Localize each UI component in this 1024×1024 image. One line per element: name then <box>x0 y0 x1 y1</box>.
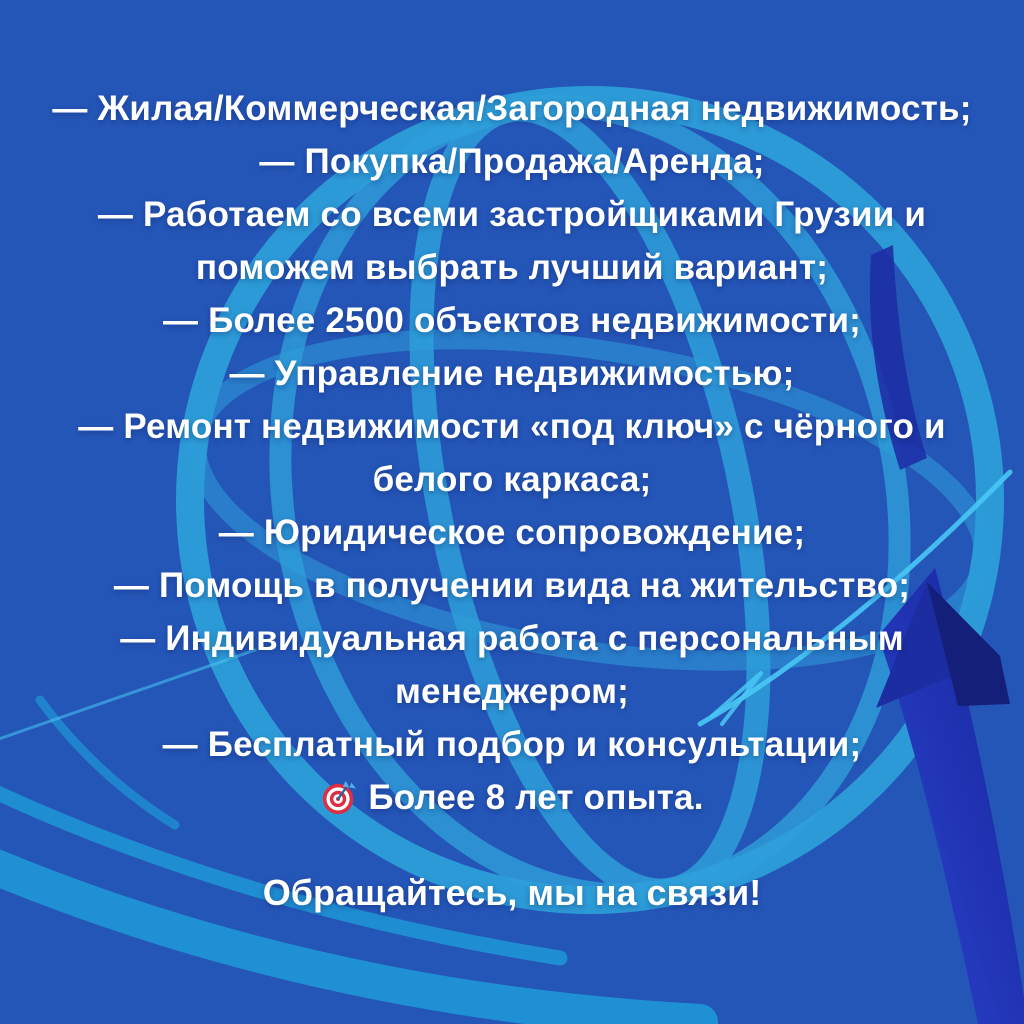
experience-line <box>0 771 1024 824</box>
service-line: — Помощь в получении вида на жительство; <box>113 566 911 605</box>
service-line: — Покупка/Продажа/Аренда; <box>259 142 765 181</box>
service-line: — Бесплатный подбор и консультации; <box>162 725 862 764</box>
footer-cta: Обращайтесь, мы на связи! <box>262 872 762 913</box>
service-line-wrap: поможем выбрать лучший вариант; <box>195 248 829 287</box>
service-line: — Работаем со всеми застройщиками Грузии и <box>97 195 927 234</box>
service-line: — Управление недвижимостью; <box>229 354 795 393</box>
service-line-wrap: менеджером; <box>394 672 630 711</box>
service-line: — Юридическое сопровождение; <box>218 513 806 552</box>
service-line-wrap: белого каркаса; <box>372 460 652 499</box>
target-dart-icon <box>320 779 358 817</box>
experience-text: Более 8 лет опыта. <box>368 778 704 817</box>
services-list <box>0 82 1024 914</box>
service-line: — Ремонт недвижимости «под ключ» с чёрного и <box>78 407 946 446</box>
service-line: — Более 2500 объектов недвижимости; <box>162 301 862 340</box>
service-line: — Индивидуальная работа с персональным <box>120 619 904 658</box>
service-line: — Жилая/Коммерческая/Загородная недвижимость; <box>52 89 972 128</box>
